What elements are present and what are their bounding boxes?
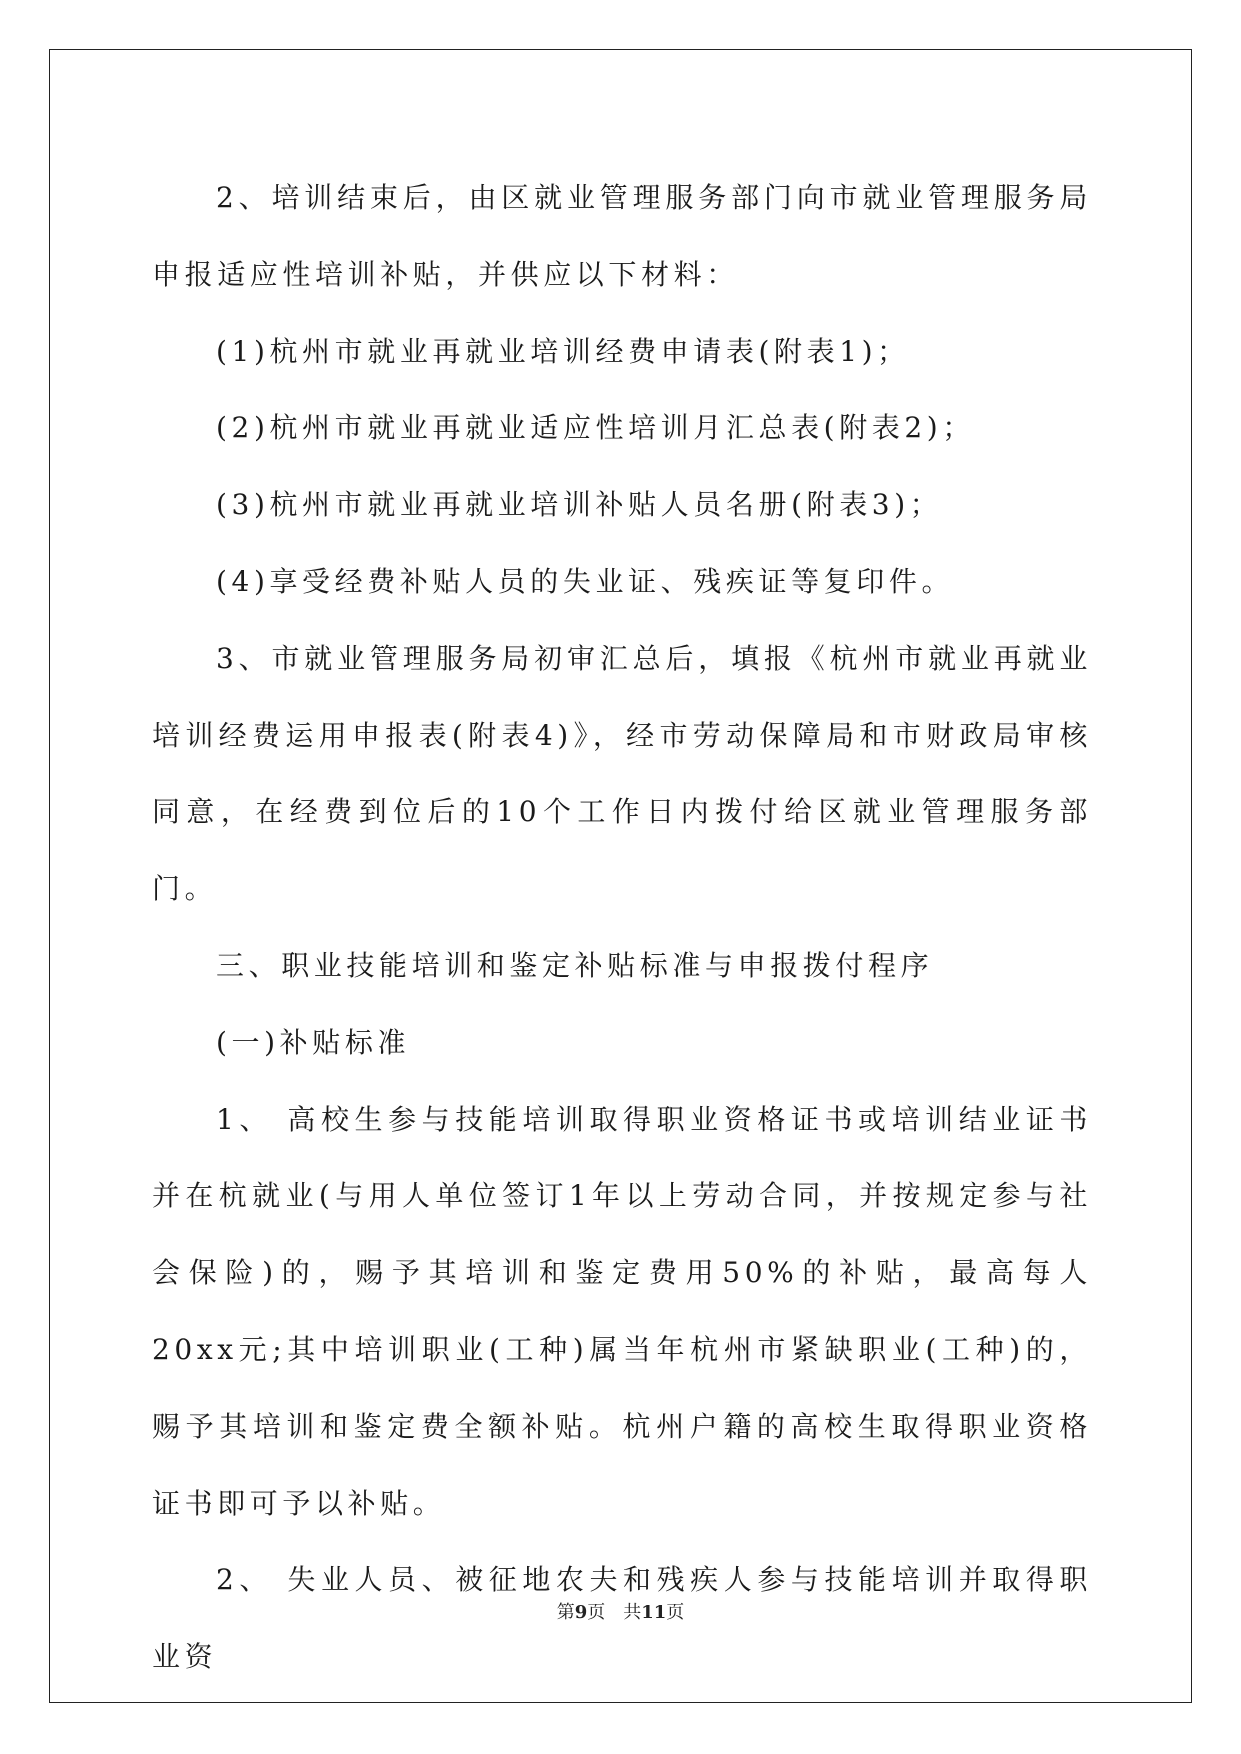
subsection-heading-subsidy-standard: (一)补贴标准	[216, 1025, 411, 1059]
paragraph-unemployed-subsidy: 2、 失业人员、被征地农夫和残疾人参与技能培训并取得职业资	[152, 1563, 1092, 1674]
paragraph-graduate-subsidy: 1、 高校生参与技能培训取得职业资格证书或培训结业证书并在杭就业(与用人单位签订1年以上劳动合同，并按规定参与社会保险)的，赐予其培训和鉴定费用50%的补贴，最高每人 20xx元;其中培训职业(工种)属当年杭州市紧缺职业(工种)的，赐予其培训和鉴定费全额补贴。杭州户籍的高校生取得职业资格证书即可予以补贴。	[152, 1102, 1092, 1520]
list-item-copies: (4)享受经费补贴人员的失业证、残疾证等复印件。	[216, 564, 955, 598]
footer-page-prefix: 第	[556, 1602, 575, 1623]
list-item-form-1: (1)杭州市就业再就业培训经费申请表(附表1)；	[216, 334, 910, 368]
list-item-form-3: (3)杭州市就业再就业培训补贴人员名册(附表3)；	[216, 488, 943, 522]
footer-page-suffix: 页	[587, 1602, 606, 1623]
page-footer	[0, 1598, 1241, 1624]
footer-total-suffix: 页	[666, 1602, 685, 1623]
paragraph-application-materials: 2、培训结束后，由区就业管理服务部门向市就业管理服务局申报适应性培训补贴，并供应以下材料：	[152, 181, 1092, 291]
document-body	[152, 160, 1092, 1696]
footer-page-current: 9	[574, 1602, 588, 1623]
section-heading-skills-training: 三、职业技能培训和鉴定补贴标准与申报拨付程序	[216, 948, 934, 982]
paragraph-review-and-payment: 3、市就业管理服务局初审汇总后，填报《杭州市就业再就业培训经费运用申报表(附表4)》，经市劳动保障局和市财政局审核同意，在经费到位后的10个工作日内拨付给区就业管理服务部门。	[152, 641, 1092, 906]
footer-total-prefix: 共	[623, 1602, 642, 1623]
footer-page-total: 11	[641, 1602, 667, 1623]
list-item-form-2: (2)杭州市就业再就业适应性培训月汇总表(附表2)；	[216, 411, 975, 445]
